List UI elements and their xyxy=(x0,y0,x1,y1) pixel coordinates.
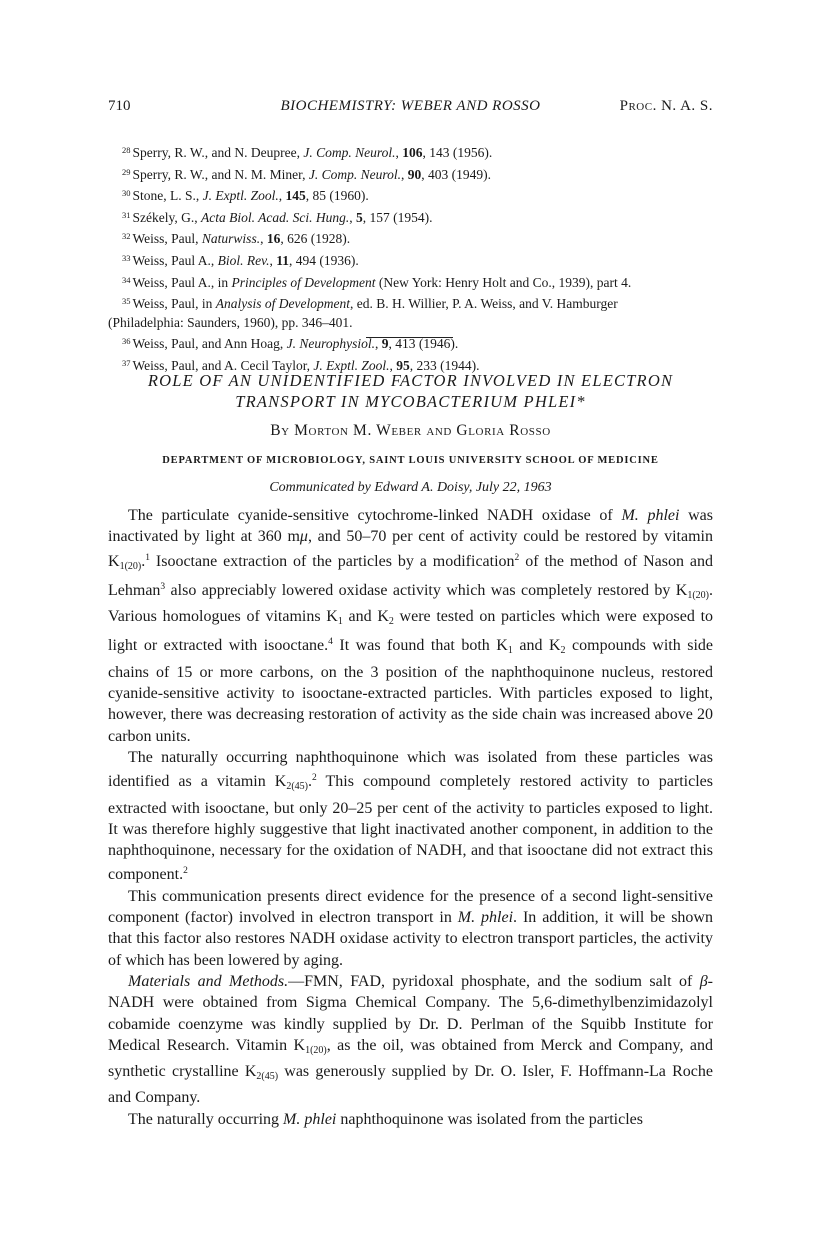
text-run: , and 50–70 per cent of activity could be restored by vitamin K xyxy=(108,528,713,570)
citation-marker: 2 xyxy=(514,552,520,563)
text-run: The particulate cyanide-sensitive cytochrome-linked NADH oxidase of xyxy=(128,507,622,524)
reference-number: 28 xyxy=(122,145,131,155)
reference-journal: Analysis of Development xyxy=(215,296,351,312)
reference-number: 32 xyxy=(122,231,131,242)
reference-item: $^{29}$ Sperry, R. W., and N. M. Miner, J. Comp. Neurol., 90, 403 (1949). xyxy=(122,166,491,182)
reference-journal: J. Neurophysiol. xyxy=(286,336,376,352)
subscript: 2 xyxy=(560,645,566,657)
text-run: was generously supplied by Dr. O. Isler, F. Hoffmann-La Roche and Company. xyxy=(108,1063,713,1107)
text-run: . xyxy=(308,773,313,791)
reference-author: Weiss, Paul, and A. Cecil Taylor, xyxy=(132,357,314,373)
reference-author: Weiss, Paul, xyxy=(132,231,202,247)
reference-journal: J. Exptl. Zool. xyxy=(313,357,390,373)
reference-detail: , 626 (1928). xyxy=(280,231,351,247)
reference-volume: 11 xyxy=(276,252,290,268)
reference-number: 29 xyxy=(122,166,131,177)
citation-marker: 2 xyxy=(312,773,317,784)
section-divider xyxy=(366,337,453,338)
reference-detail: , 233 (1944). xyxy=(409,357,480,373)
reference-item: $^{36}$ Weiss, Paul, and Ann Hoag, J. Neurophysiol., 9, 413 (1946). xyxy=(122,336,459,352)
body-paragraph xyxy=(108,1109,713,1130)
reference-journal: Principles of Development xyxy=(231,274,376,290)
reference-detail: , 403 (1949). xyxy=(421,166,491,182)
reference-item: $^{30}$ Stone, L. S., J. Exptl. Zool., 145, 85 (1960). xyxy=(122,188,369,204)
reference-volume: 9 xyxy=(381,336,389,352)
running-title: BIOCHEMISTRY: WEBER AND ROSSO xyxy=(280,98,541,114)
reference-author: Stone, L. S., xyxy=(132,188,203,204)
text-run: Isooctane extraction of the particles by a modification xyxy=(149,552,515,570)
citation-marker: 3 xyxy=(160,581,166,592)
reference-volume: 16 xyxy=(266,231,281,247)
reference-detail: , 494 (1936). xyxy=(289,252,359,268)
text-run: -NADH were obtained from Sigma Chemical Company. The 5,6-dimethylbenzimidazolyl cobamide coenzyme was kindly supplied by Dr. D. Perlman of the Squibb Institute for Medical Research. Vitamin K xyxy=(108,972,713,1054)
article-title-line-2: TRANSPORT IN MYCOBACTERIUM PHLEI* xyxy=(235,392,586,411)
page-number: 710 xyxy=(108,98,131,114)
text-run: . xyxy=(141,552,146,570)
text-run: M. phlei xyxy=(283,1110,337,1128)
text-run: It was found that both K xyxy=(332,637,508,655)
journal-abbrev: Proc. N. A. S. xyxy=(619,98,713,114)
body-paragraph xyxy=(108,886,713,971)
article-title xyxy=(108,370,713,412)
communicated-by: Communicated by Edward A. Doisy, July 22, 1963 xyxy=(269,480,552,495)
reference-volume: 145 xyxy=(285,188,306,204)
text-run: The naturally occurring xyxy=(128,1110,284,1128)
text-run: . In addition, it will be shown that this factor also restores NADH oxidase activity to electron transport particles, the activity of which has been lowered by aging. xyxy=(108,909,713,969)
reference-detail: (New York: Henry Holt and Co., 1939), part 4. xyxy=(375,274,632,290)
running-header xyxy=(108,98,713,120)
reference-author: Weiss, Paul, and Ann Hoag, xyxy=(132,336,287,352)
reference-number: 35 xyxy=(122,296,131,307)
reference-journal: Naturwiss. xyxy=(201,231,261,247)
text-run: The naturally occurring naphthoquinone which was isolated from these particles was identified as a vitamin K xyxy=(108,748,713,791)
reference-item: $^{37}$ Weiss, Paul, and A. Cecil Taylor, J. Exptl. Zool., 95, 233 (1944). xyxy=(122,357,480,373)
reference-volume: 106 xyxy=(402,145,423,160)
subscript: 2 xyxy=(388,616,394,628)
reference-item xyxy=(108,271,720,293)
reference-journal: Acta Biol. Acad. Sci. Hung. xyxy=(200,209,350,225)
reference-list xyxy=(108,141,720,376)
text-run: M. phlei xyxy=(457,909,514,927)
citation-marker: 1 xyxy=(145,552,150,563)
reference-detail: , 143 (1956). xyxy=(422,145,493,160)
reference-volume: 95 xyxy=(396,357,410,373)
article-body xyxy=(108,505,713,1130)
reference-volume: 90 xyxy=(407,166,422,182)
reference-number: 33 xyxy=(122,252,131,263)
reference-item: $^{31}$ Székely, G., Acta Biol. Acad. Sci. Hung., 5, 157 (1954). xyxy=(122,209,433,225)
reference-item: $^{33}$ Weiss, Paul A., Biol. Rev., 11, 494 (1936). xyxy=(122,252,359,268)
reference-item xyxy=(108,292,720,332)
text-run: , as the oil, was obtained from Merck and Company, and synthetic crystalline K xyxy=(108,1036,714,1081)
text-run: . Various homologues of vitamins K xyxy=(108,581,713,626)
department-affiliation: DEPARTMENT OF MICROBIOLOGY, SAINT LOUIS UNIVERSITY SCHOOL OF MEDICINE xyxy=(162,455,659,466)
text-run: and K xyxy=(342,608,389,626)
reference-number: 36 xyxy=(122,336,131,347)
text-run: β xyxy=(699,972,708,990)
text-run: μ xyxy=(299,528,308,546)
reference-author: Székely, G., xyxy=(132,209,201,225)
reference-journal: J. Comp. Neurol. xyxy=(308,166,401,182)
text-run: of the method of Nason and Lehman xyxy=(108,552,713,599)
reference-journal: Biol. Rev. xyxy=(217,252,270,268)
reference-number: 30 xyxy=(122,188,131,199)
reference-volume: 5 xyxy=(355,209,363,225)
text-run: naphthoquinone was isolated from the particles xyxy=(336,1110,643,1128)
subscript: 1(20) xyxy=(687,589,709,601)
author-byline: By Morton M. Weber and Gloria Rosso xyxy=(270,422,551,439)
text-run: Materials and Methods. xyxy=(128,972,289,990)
text-run: and K xyxy=(512,637,561,655)
text-run: were tested on particles which were exposed to light or extracted with isooctane. xyxy=(108,608,714,655)
reference-author: Sperry, R. W., and N. Deupree, xyxy=(132,145,304,160)
article-title-line-1: ROLE OF AN UNIDENTIFIED FACTOR INVOLVED IN ELECTRON xyxy=(147,371,674,390)
subscript: 2(45) xyxy=(256,1071,279,1083)
subscript: 2(45) xyxy=(286,781,309,793)
text-run: —FMN, FAD, pyridoxal phosphate, and the sodium salt of xyxy=(288,972,700,990)
reference-journal: J. Comp. Neurol. xyxy=(303,145,396,160)
subscript: 1 xyxy=(507,645,513,657)
reference-number: 34 xyxy=(122,274,131,285)
subscript: 1(20) xyxy=(119,560,142,572)
text-run: compounds with side chains of 15 or more carbons, on the 3 position of the naphthoquinone nucleus, restored cyanide-sensitive activity to isooctane-extracted particles. With particles exposed to light, however, there was decreasing restoration of activity as the side chain was increased above 20 carbon units. xyxy=(108,637,714,745)
text-run: This communication presents direct evidence for the presence of a second light-sensitive component (factor) involved in electron transport in xyxy=(108,887,713,927)
reference-number: 37 xyxy=(122,357,131,368)
reference-detail: , 157 (1954). xyxy=(362,209,433,225)
reference-number: 31 xyxy=(122,209,131,220)
subscript: 1(20) xyxy=(305,1044,327,1056)
reference-continuation: (Philadelphia: Saunders, 1960), pp. 346–401. xyxy=(108,314,353,330)
body-paragraph xyxy=(108,971,713,1109)
body-paragraph xyxy=(108,747,713,886)
reference-detail: , 413 (1946). xyxy=(388,336,459,352)
subscript: 1 xyxy=(337,616,343,628)
text-run: This compound completely restored activity to particles extracted with isooctane, but only 20–25 per cent of the activity to particles exposed to light. It was therefore highly suggestive that light inactivated another component, in addition to the naphthoquinone, necessary for the oxidation of NADH, and that isooctane did not extract this component. xyxy=(108,773,713,884)
reference-journal: J. Exptl. Zool. xyxy=(202,188,279,204)
reference-item: $^{32}$ Weiss, Paul, Naturwiss., 16, 626 (1928). xyxy=(122,231,351,247)
reference-author: Weiss, Paul A., xyxy=(132,252,218,268)
text-run: also appreciably lowered oxidase activity which was completely restored by K xyxy=(165,581,688,599)
text-run: M. phlei xyxy=(621,507,680,524)
reference-detail: , 85 (1960). xyxy=(305,188,369,204)
reference-author: Weiss, Paul A., in xyxy=(132,274,232,290)
reference-author: Sperry, R. W., and N. M. Miner, xyxy=(132,166,309,182)
citation-marker: 4 xyxy=(328,637,333,648)
citation-marker: 2 xyxy=(183,866,188,877)
body-paragraph xyxy=(108,505,713,747)
reference-item: $^{28}$ Sperry, R. W., and N. Deupree, J. Comp. Neurol., 106, 143 (1956). xyxy=(122,145,493,160)
text-run: was inactivated by light at 360 m xyxy=(108,507,713,546)
reference-author: Weiss, Paul, in xyxy=(132,296,216,312)
reference-detail: , ed. B. H. Willier, P. A. Weiss, and V. Hamburger xyxy=(350,296,618,312)
